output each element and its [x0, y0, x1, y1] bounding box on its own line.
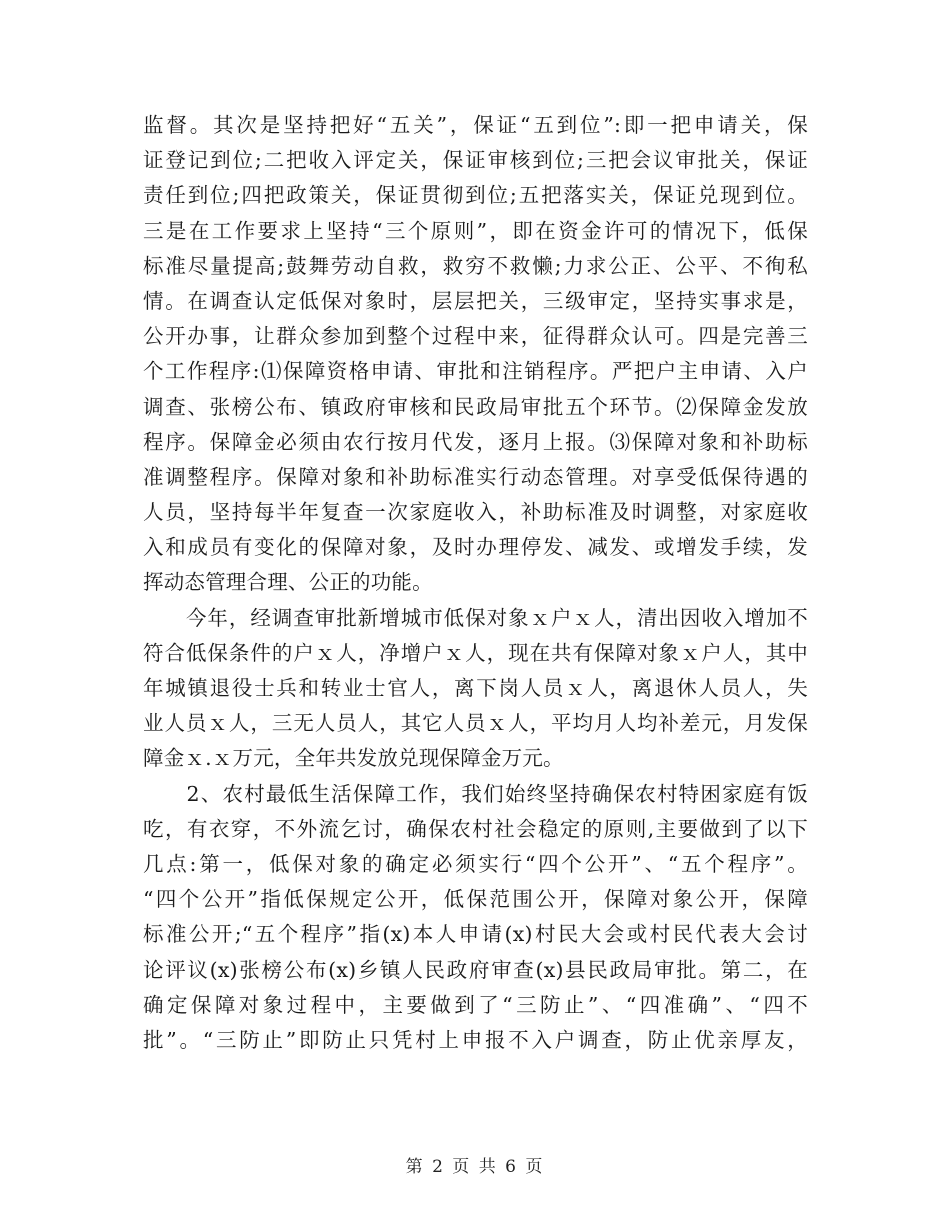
text-line: 吃，有衣穿，不外流乞讨，确保农村社会稳定的原则,主要做到了以下: [143, 816, 808, 841]
text-line: 确定保障对象过程中，主要做到了“三防止”、“四准确”、“四不: [143, 992, 808, 1017]
paragraph: [143, 601, 808, 777]
text-line: “四个公开”指低保规定公开，低保范围公开，保障对象公开，保障: [143, 887, 808, 912]
text-line: 年城镇退役士兵和转业士官人，离下岗人员ｘ人，离退休人员人，失: [143, 676, 808, 700]
paragraph: [143, 777, 808, 1059]
text-line: 人员，坚持每半年复查一次家庭收入，补助标准及时调整，对家庭收: [143, 500, 808, 525]
text-line: 标准尽量提高;鼓舞劳动自救，救穷不救懒;力求公正、公平、不徇私: [143, 253, 808, 278]
text-line: 论评议(x)张榜公布(x)乡镇人民政府审查(x)县民政局审批。第二，在: [143, 957, 808, 982]
text-line: 准调整程序。保障对象和补助标准实行动态管理。对享受低保待遇的: [143, 464, 808, 489]
body-text: [143, 108, 808, 1058]
text-line: 三是在工作要求上坚持“三个原则”，即在资金许可的情况下，低保: [143, 218, 808, 243]
text-line: 今年，经调查审批新增城市低保对象ｘ户ｘ人，清出因收入增加不: [143, 605, 808, 630]
paragraph: [143, 108, 808, 601]
text-line: 符合低保条件的户ｘ人，净增户ｘ人，现在共有保障对象ｘ户人，其中: [143, 640, 808, 665]
text-line: 障金ｘ.ｘ万元，全年共发放兑现保障金万元。: [143, 746, 564, 771]
text-line: 程序。保障金必须由农行按月代发，逐月上报。⑶保障对象和补助标: [143, 429, 808, 454]
text-line: 证登记到位;二把收入评定关，保证审核到位;三把会议审批关，保证: [143, 148, 808, 173]
text-line: 调查、张榜公布、镇政府审核和民政局审批五个环节。⑵保障金发放: [143, 394, 808, 419]
text-line: 2、农村最低生活保障工作，我们始终坚持确保农村特困家庭有饭: [143, 781, 808, 806]
text-line: 业人员ｘ人，三无人员人，其它人员ｘ人，平均月人均补差元，月发保: [143, 711, 808, 736]
text-line: 挥动态管理合理、公正的功能。: [143, 570, 433, 595]
text-line: 个工作程序:⑴保障资格申请、审批和注销程序。严把户主申请、入户: [143, 359, 808, 384]
text-line: 标准公开;“五个程序”指(x)本人申请(x)村民大会或村民代表大会讨: [143, 922, 808, 947]
page-footer: 第 2 页 共 6 页: [405, 1157, 545, 1177]
text-line: 批”。“三防止”即防止只凭村上申报不入户调查，防止优亲厚友，: [143, 1027, 808, 1052]
text-line: 监督。其次是坚持把好“五关”，保证“五到位”:即一把申请关，保: [143, 113, 808, 137]
text-line: 公开办事，让群众参加到整个过程中来，征得群众认可。四是完善三: [143, 324, 808, 349]
text-line: 几点:第一，低保对象的确定必须实行“四个公开”、“五个程序”。: [143, 851, 808, 876]
text-line: 入和成员有变化的保障对象，及时办理停发、减发、或增发手续，发: [143, 535, 808, 560]
text-line: 情。在调查认定低保对象时，层层把关，三级审定，坚持实事求是，: [143, 288, 808, 313]
text-line: 责任到位;四把政策关，保证贯彻到位;五把落实关，保证兑现到位。: [143, 183, 808, 208]
